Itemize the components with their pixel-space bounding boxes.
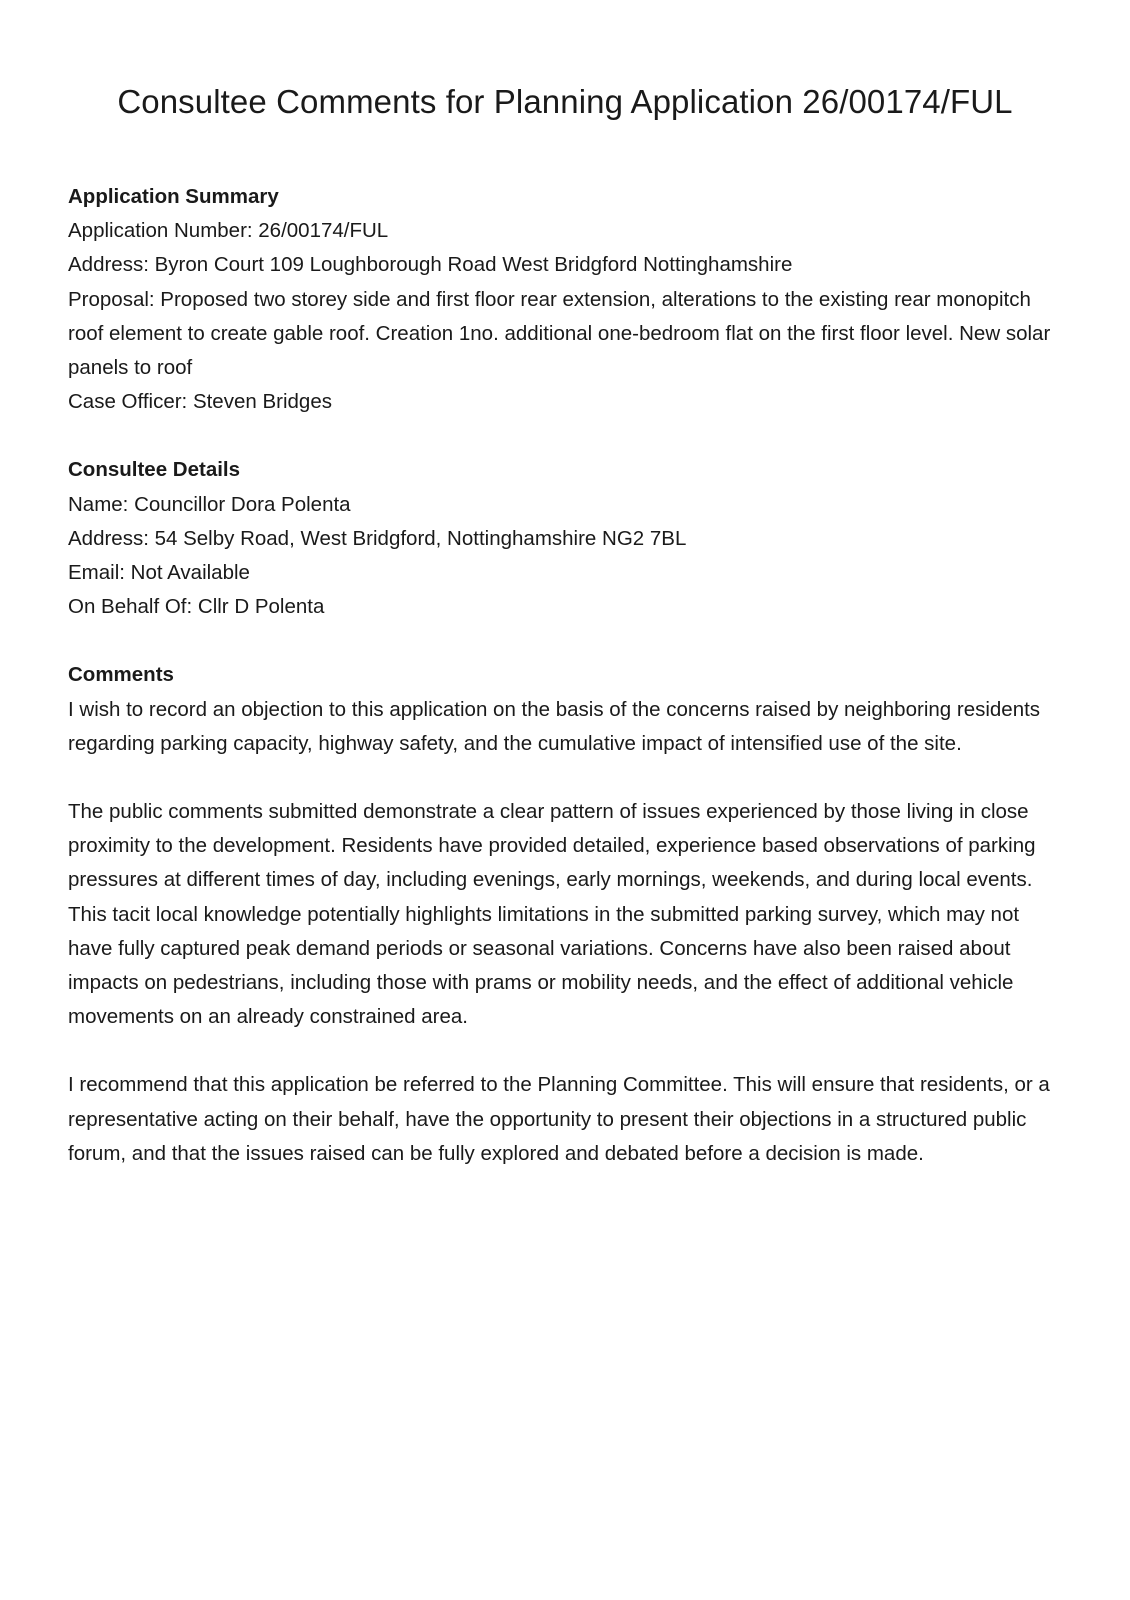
application-summary-section [68, 180, 1068, 419]
consultee-details-section [68, 453, 1068, 624]
page-title: Consultee Comments for Planning Application 26/00174/FUL [117, 83, 1013, 120]
consultee-details-heading: Consultee Details [68, 458, 241, 482]
comment-paragraph: I recommend that this application be referred to the Planning Committee. This will ensure that residents, or a representative acting on their behalf, have the opportunity to present their objections in a structured public forum, and that the issues raised can be fully explored and debated before a decision is made. [68, 1073, 1050, 1165]
comments-heading: Comments [68, 663, 174, 687]
case-officer: Case Officer: Steven Bridges [68, 390, 332, 414]
application-address: Address: Byron Court 109 Loughborough Road West Bridgford Nottinghamshire [68, 253, 793, 277]
document-body [68, 180, 1068, 1171]
consultee-on-behalf-of: On Behalf Of: Cllr D Polenta [68, 595, 325, 619]
comments-section [68, 658, 1068, 1171]
application-summary-heading: Application Summary [68, 185, 279, 208]
comment-paragraph: I wish to record an objection to this application on the basis of the concerns raised by neighboring residents regarding parking capacity, highway safety, and the cumulative impact of intensified use of the site. [68, 697, 1041, 755]
consultee-email: Email: Not Available [68, 561, 250, 585]
comment-paragraph: The public comments submitted demonstrate a clear pattern of issues experienced by those living in close proximity to the development. Residents have provided detailed, experience based observations of parking pressures at different times of day, including evenings, early mornings, weekends, and during local events. This tacit local knowledge potentially highlights limitations in the submitted parking survey, which may not have fully captured peak demand periods or seasonal variations. Concerns have also been raised about impacts on pedestrians, including those with prams or mobility needs, and the effect of additional vehicle movements on an already constrained area. [68, 800, 1036, 1029]
consultee-name: Name: Councillor Dora Polenta [68, 492, 351, 516]
consultee-address: Address: 54 Selby Road, West Bridgford, Nottinghamshire NG2 7BL [68, 526, 687, 550]
application-proposal: Proposal: Proposed two storey side and first floor rear extension, alterations to the existing rear monopitch roof element to create gable roof. Creation 1no. additional one-bedroom flat on the first floor level. New solar panels to roof [68, 287, 1051, 380]
application-number: Application Number: 26/00174/FUL [68, 219, 389, 243]
